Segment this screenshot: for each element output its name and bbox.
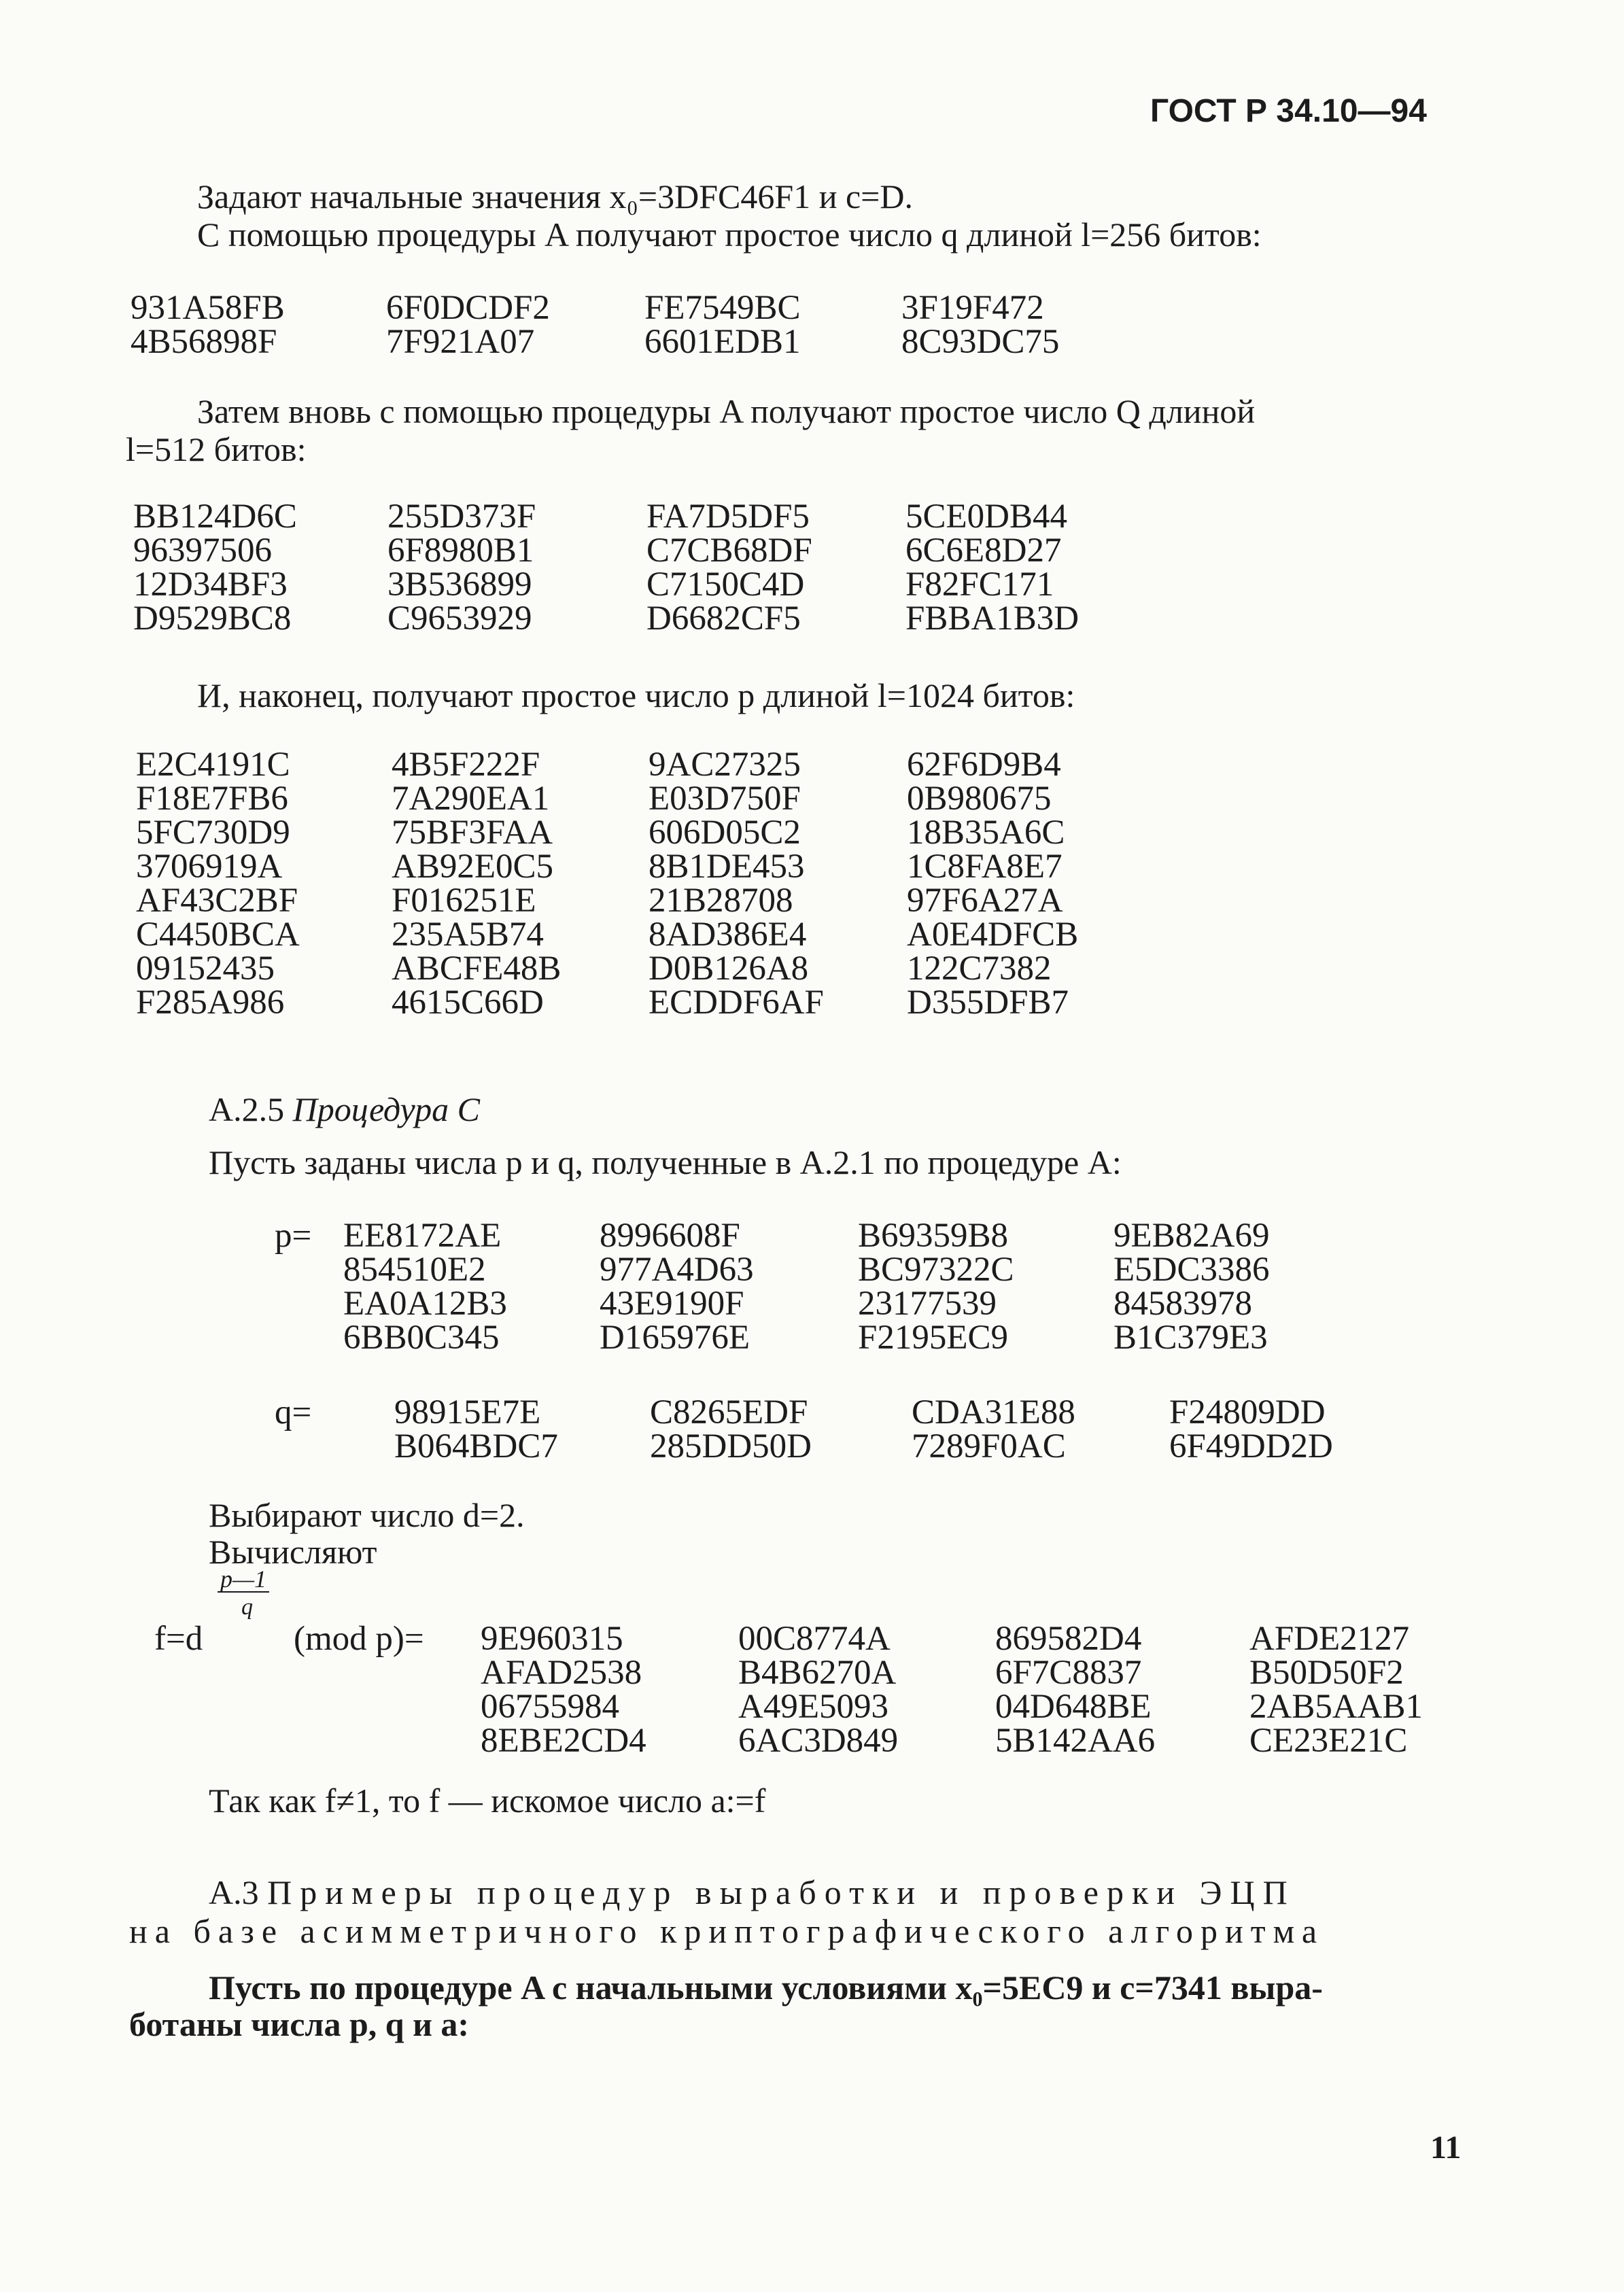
exponent-denominator: q [241,1595,253,1620]
hex-value: C8265EDF [650,1393,808,1431]
exponent-numerator: p—1 [218,1567,269,1593]
q-column-1 [394,1395,558,1463]
hex-value: AF43C2BF [136,882,298,920]
Q512-line-1: Затем вновь с помощью процедуры A получают простое число Q длиной [197,392,1256,430]
conclusion-text: Так как f≠1, то f — искомое число a:=f [209,1782,766,1820]
p1024-column-4 [907,748,1078,1020]
choose-text: Выбирают число d=2. [209,1496,525,1534]
hex-value: 6AC3D849 [738,1722,899,1760]
hex-value: 6C6E8D27 [905,532,1062,570]
intro-line-2: С помощью процедуры A получают простое число q длиной l=256 битов: [197,215,1262,254]
hex-value: D9529BC8 [133,600,292,638]
hex-value: 6F49DD2D [1169,1427,1333,1465]
hex-value: 21B28708 [649,882,793,920]
Q512-line-2: l=512 битов: [126,430,307,468]
section-number: A.2.5 [209,1090,285,1128]
hex-value: 3F19F472 [901,289,1044,327]
hex-value: 62F6D9B4 [907,746,1061,784]
f-column-2 [738,1622,898,1758]
p1024-column-2 [392,748,561,1020]
p1024-column-1 [136,748,300,1020]
hex-value: 84583978 [1113,1285,1252,1323]
hex-value: 285DD50D [650,1427,812,1465]
Q512-column-2 [387,500,536,636]
q256-column-1 [131,291,285,359]
hex-value: FA7D5DF5 [646,498,810,536]
p1024-text: И, наконец, получают простое число p длиной l=1024 битов: [197,676,1075,714]
q256-column-3 [644,291,801,359]
hex-value: C9653929 [387,600,532,638]
p-label: p= [275,1217,312,1255]
hex-value: 4B5F222F [392,746,540,784]
section-a3-line-2: на базе асимметричного криптографического алгоритма [129,1912,1325,1950]
hex-value: 8C93DC75 [901,323,1060,361]
formula-lhs: f=d [154,1620,203,1658]
section-a3-line-1 [209,1874,1296,1911]
hex-value: 6F8980B1 [387,532,534,570]
hex-value: D355DFB7 [907,984,1069,1022]
hex-value: 977A4D63 [600,1251,754,1289]
p1024-column-3 [649,748,824,1020]
compute-text: Вычисляют [209,1533,377,1571]
hex-value: 75BF3FAA [392,814,553,852]
hex-value: 6F0DCDF2 [386,289,550,327]
hex-value: 06755984 [481,1688,619,1726]
hex-value: B69359B8 [858,1217,1009,1255]
final-line-1: Пусть по процедуре A с начальными условиями x₀=5EC9 и c=7341 выра- [209,1968,1323,2007]
hex-value: F82FC171 [905,566,1054,604]
hex-value: 97F6A27A [907,882,1063,920]
hex-value: 5CE0DB44 [905,498,1068,536]
section-a25-heading [209,1091,480,1128]
hex-value: ECDDF6AF [649,984,824,1022]
p-column-4 [1113,1219,1270,1355]
hex-value: 4B56898F [131,323,277,361]
hex-value: D165976E [600,1319,750,1357]
hex-value: D0B126A8 [649,950,809,988]
p-column-2 [600,1219,754,1355]
hex-value: CDA31E88 [912,1393,1075,1431]
Q512-column-1 [133,500,297,636]
f-column-3 [995,1622,1155,1758]
q256-column-4 [901,291,1059,359]
intro-line-1: Задают начальные значения x₀=3DFC46F1 и c=D. [197,177,913,215]
hex-value: A0E4DFCB [907,916,1079,954]
hex-value: 6601EDB1 [644,323,801,361]
hex-value: 09152435 [136,950,275,988]
hex-value: F2195EC9 [858,1319,1009,1357]
section-a25-text: Пусть заданы числа p и q, полученные в A.2.1 по процедуре A: [209,1143,1122,1181]
section-number: A.3 [209,1873,259,1911]
f-column-1 [481,1622,646,1758]
hex-value: F016251E [392,882,536,920]
hex-value: 7A290EA1 [392,780,550,818]
hex-value: C7150C4D [646,566,805,604]
f-column-4 [1249,1622,1423,1758]
hex-value: B50D50F2 [1249,1654,1404,1692]
hex-value: 5FC730D9 [136,814,290,852]
hex-value: F285A986 [136,984,285,1022]
q-column-3 [912,1395,1075,1463]
hex-value: 2AB5AAB1 [1249,1688,1423,1726]
hex-value: 96397506 [133,532,272,570]
hex-value: 7F921A07 [386,323,535,361]
hex-value: B1C379E3 [1113,1319,1268,1357]
hex-value: 1C8FA8E7 [907,848,1062,886]
hex-value: 6BB0C345 [343,1319,500,1357]
hex-value: BC97322C [858,1251,1014,1289]
hex-value: CE23E21C [1249,1722,1408,1760]
hex-value: 8EBE2CD4 [481,1722,646,1760]
hex-value: 869582D4 [995,1620,1142,1658]
hex-value: 00C8774A [738,1620,891,1658]
q-column-4 [1169,1395,1333,1463]
hex-value: 6F7C8837 [995,1654,1142,1692]
hex-value: 18B35A6C [907,814,1065,852]
p-column-3 [858,1219,1014,1355]
hex-value: ABCFE48B [392,950,562,988]
hex-value: B4B6270A [738,1654,897,1692]
hex-value: 8996608F [600,1217,740,1255]
hex-value: 931A58FB [131,289,285,327]
hex-value: 854510E2 [343,1251,486,1289]
hex-value: F18E7FB6 [136,780,288,818]
Q512-column-4 [905,500,1079,636]
hex-value: C4450BCA [136,916,300,954]
hex-value: 98915E7E [394,1393,541,1431]
hex-value: AFDE2127 [1249,1620,1410,1658]
hex-value: EA0A12B3 [343,1285,507,1323]
hex-value: 04D648BE [995,1688,1152,1726]
hex-value: BB124D6C [133,498,297,536]
hex-value: 43E9190F [600,1285,744,1323]
hex-value: 8B1DE453 [649,848,805,886]
hex-value: AB92E0C5 [392,848,554,886]
section-title: Процедура C [292,1090,480,1128]
page-number: 11 [1430,2130,1462,2166]
hex-value: 606D05C2 [649,814,801,852]
hex-value: 7289F0AC [912,1427,1066,1465]
hex-value: 23177539 [858,1285,997,1323]
hex-value: FBBA1B3D [905,600,1079,638]
hex-value: EE8172AE [343,1217,502,1255]
hex-value: F24809DD [1169,1393,1326,1431]
hex-value: 235A5B74 [392,916,544,954]
q-label: q= [275,1393,312,1431]
hex-value: 9E960315 [481,1620,623,1658]
q-column-2 [650,1395,812,1463]
final-line-2: ботаны числа p, q и a: [129,2005,470,2043]
hex-value: 0B980675 [907,780,1052,818]
hex-value: A49E5093 [738,1688,888,1726]
formula-mod: (mod p)= [294,1620,424,1658]
hex-value: 9EB82A69 [1113,1217,1270,1255]
Q512-column-3 [646,500,812,636]
hex-value: 5B142AA6 [995,1722,1156,1760]
hex-value: B064BDC7 [394,1427,558,1465]
hex-value: E2C4191C [136,746,290,784]
hex-value: 4615C66D [392,984,544,1022]
hex-value: 122C7382 [907,950,1052,988]
hex-value: E03D750F [649,780,801,818]
hex-value: 12D34BF3 [133,566,288,604]
hex-value: FE7549BC [644,289,801,327]
hex-value: 8AD386E4 [649,916,807,954]
hex-value: AFAD2538 [481,1654,642,1692]
document-header: ГОСТ Р 34.10—94 [1150,93,1427,129]
hex-value: 3706919A [136,848,283,886]
q256-column-2 [386,291,550,359]
hex-value: 255D373F [387,498,536,536]
section-a3-title: Примеры процедур выработки и проверки ЭЦП [267,1873,1296,1911]
hex-value: E5DC3386 [1113,1251,1270,1289]
p-column-1 [343,1219,507,1355]
hex-value: D6682CF5 [646,600,801,638]
hex-value: C7CB68DF [646,532,812,570]
hex-value: 3B536899 [387,566,532,604]
hex-value: 9AC27325 [649,746,801,784]
